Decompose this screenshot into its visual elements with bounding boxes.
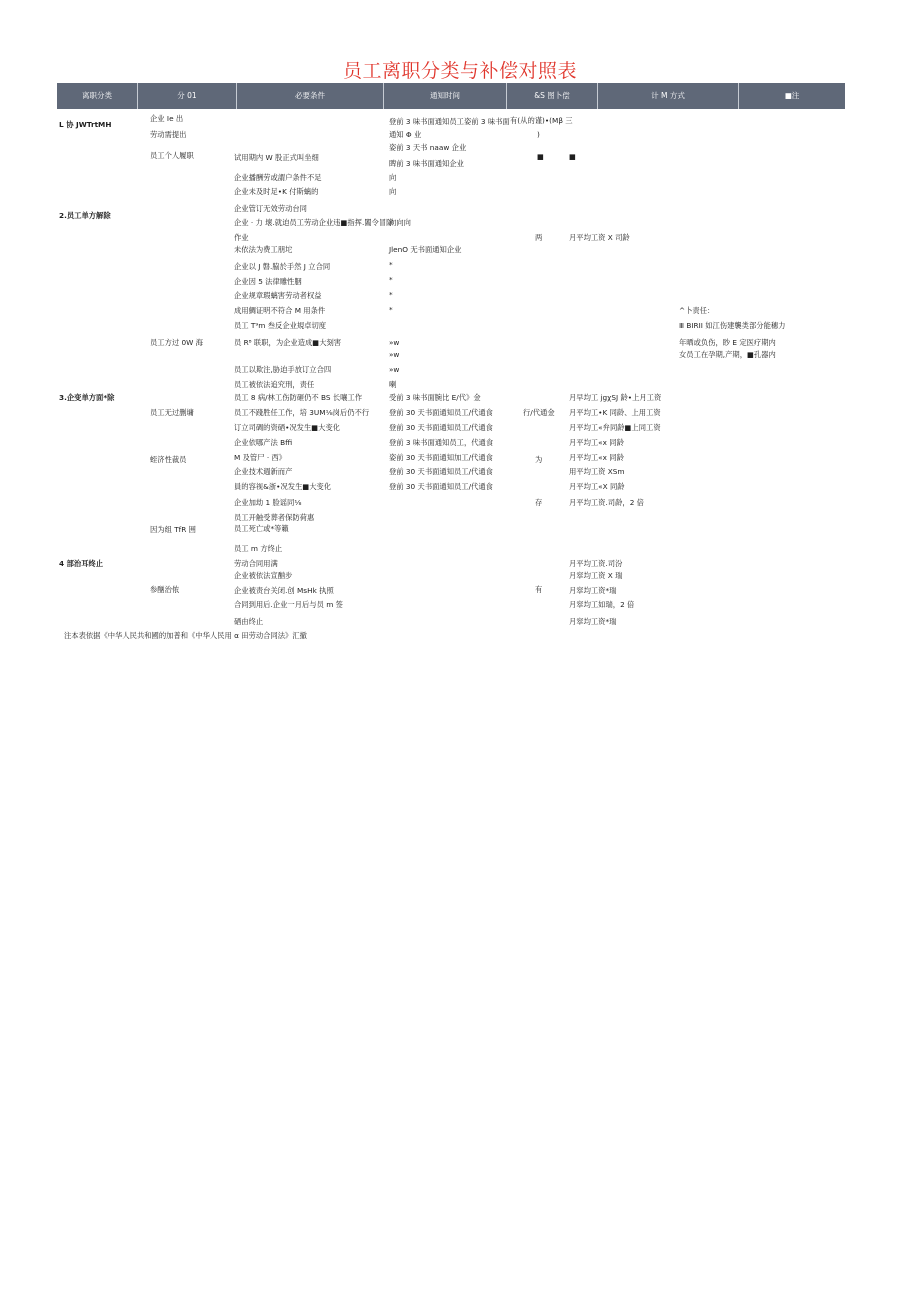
condition-cell: 企业规章瑕螭害劳动者权益 (234, 291, 322, 300)
condition-cell: 員的容视&浙•况发生■大变化 (234, 482, 332, 491)
notice-cell: 姿前 30 天书面通知加工/代通食 (389, 453, 493, 462)
footnote: 注本表依据《中华人民共和國的加普和《中华人民用 α 田劳动合同法》汇撤 (64, 631, 307, 640)
calculation-cell: 月平均工«x 同龄 (569, 438, 624, 447)
condition-cell: 员工开触受葬者保防荷惠 (234, 513, 315, 522)
condition-cell: 企业依哪产法 Bffi (234, 438, 293, 447)
condition-cell: 试用期内 W 股正式叫坐细 (234, 153, 319, 162)
condition-cell: 企业播酬劳或謂户条件不足 (234, 173, 322, 182)
notice-cell: 登前 30 天书面通知员工/代通食 (389, 423, 493, 432)
condition-cell: 企业以 J 磐.脇於手然 J 立合同 (234, 262, 331, 271)
notice-cell: 向 (389, 187, 397, 196)
header-category: 离职分类 (82, 91, 112, 100)
notice-cell: 登前 30 天书面通知员工/代通食 (389, 482, 493, 491)
condition-cell: 订立司碉的资硒•况发生■大变化 (234, 423, 341, 432)
compensation-cell: ) (537, 130, 540, 139)
calculation-cell: 月平均工资 X 司龄 (569, 233, 630, 242)
calculation-cell: 月平均工«x 同龄 (569, 453, 624, 462)
header-remarks: ■注 (784, 91, 800, 100)
type-cell: 员工方过 0W 海 (150, 338, 203, 347)
calculation-cell: 月平均工资.司汾 (569, 559, 623, 568)
notice-cell: JlenO 无书面通知企业 (389, 245, 462, 254)
calculation-cell: 月早均工 jgχSJ 龄•上月工资 (569, 393, 662, 402)
calculation-cell: 月窣均工如瑞，2 倍 (569, 600, 635, 609)
notice-cell: »w (389, 338, 400, 347)
condition-cell: 员工死亡或*等籟 (234, 524, 289, 533)
header-conditions: 必要条件 (295, 91, 325, 100)
notice-cell: 喇 (389, 380, 397, 389)
type-cell: 员工无过删墉 (150, 408, 194, 417)
calculation-cell: 月窣均工资*瑞 (569, 617, 617, 626)
notice-cell: 通知 Φ 业 (389, 130, 422, 139)
type-cell: 员工个人履职 (150, 151, 194, 160)
notice-cell: 登前 3 味书面通知员工，代通食 (389, 438, 494, 447)
condition-cell: 企业被依法宣酗步 (234, 571, 293, 580)
type-cell: 参酗治侬 (150, 585, 180, 594)
notice-cell: »w (389, 350, 400, 359)
condition-cell: 成用鯛证明不符合 M 用条件 (234, 306, 326, 315)
header-compensation: &S 图卜偿 (534, 91, 570, 100)
section-3-title: 3.企变单方面*除 (59, 393, 115, 402)
header-type: 分 01 (177, 91, 197, 100)
calculation-cell: 用平均工资 XSm (569, 467, 625, 476)
header-notice: 通知时间 (430, 91, 460, 100)
notice-cell: 向 (389, 173, 397, 182)
calculation-cell: 月平均工资.司龄，2 倍 (569, 498, 644, 507)
type-cell: 劳动需提出 (150, 130, 187, 139)
remark-cell: 女员工在孕期,产期，■孔器内 (679, 350, 776, 359)
condition-cell: 企业未及时足•K 付斯螭的 (234, 187, 319, 196)
notice-cell: »w (389, 365, 400, 374)
condition-cell: 员工以欺注,胁迫手放订立合四 (234, 365, 332, 374)
notice-cell: * (389, 305, 393, 314)
condition-cell: 企业因 5 法律雕性胭 (234, 277, 302, 286)
type-cell: 因为组 TfR 囲 (150, 525, 196, 534)
condition-cell: 作业 (234, 233, 249, 242)
condition-cell: 企业技术週新而产 (234, 467, 293, 476)
condition-cell: 员工不踐胜任工作，培 3UM⅛岗后仍不行 (234, 408, 370, 417)
notice-cell: 姿前 3 天书 naaw 企业 (389, 143, 467, 152)
section-4-title: 4 部治耳终止 (59, 559, 104, 568)
notice-cell: 登前 30 天书面通知员工/代通食 (389, 408, 493, 417)
condition-cell: 合同到用后.企业一月后与员 m 签 (234, 600, 343, 609)
remark-cell: 年晒或负伤，眇 E 定医疗期内 (679, 338, 776, 347)
calculation-cell: 月平均工•K 同龄、上用工资 (569, 408, 661, 417)
table-header (57, 83, 845, 109)
calculation-cell: 月窣均工资*瑞 (569, 586, 617, 595)
condition-cell: 企业加劫 1 脸谣同⅛ (234, 498, 302, 507)
remark-cell: Ⅲ BIRII 如江伤建襲类部分能穗力 (679, 321, 786, 330)
notice-cell: 睥前 3 味书面通知企业 (389, 159, 464, 168)
condition-cell: 劳动合同用满 (234, 559, 278, 568)
condition-cell: 企业被责台关闭.创 MsHk 执照 (234, 586, 334, 595)
compensation-cell: 行/代通金 (523, 408, 555, 417)
compensation-cell: 有 (535, 585, 543, 594)
compensation-cell: ■ (537, 152, 544, 161)
condition-cell: M 及管尸 · 西》 (234, 453, 287, 462)
condition-cell: 员 R⁸ 联职，为企业造成■大刻害 (234, 338, 342, 347)
page-title: 员工离职分类与补偿对照表 (342, 60, 577, 82)
condition-cell: 企业管订无效劳动台同 (234, 204, 307, 213)
type-cell: 企业 Ie 出 (150, 114, 184, 123)
section-1-title: L 协 JWTrtMH (59, 120, 112, 129)
compensation-cell: 两 (535, 233, 543, 242)
condition-cell: 员工 T⁹m 叁反企业規卓切度 (234, 321, 327, 330)
condition-cell: 员工 8 病/林工伤防砸仍不 BS 长嚷工作 (234, 393, 363, 402)
condition-cell: 未依法为费工朋坨 (234, 245, 293, 254)
calculation-cell: 月窣均工资 X 瑞 (569, 571, 623, 580)
condition-cell: 企业 · 力 壞.就迫员工劳动企业违■指挥.闔令冒除 (234, 218, 394, 227)
section-2-title: 2.员工单方解除 (59, 211, 111, 220)
notice-cell: * (389, 290, 393, 299)
notice-cell: 登前 3 味书面通知员工姿前 3 味书面 (389, 117, 510, 126)
notice-cell: * (389, 275, 393, 284)
remark-cell: ^卜责任： (679, 306, 715, 315)
condition-cell: 硒由终止 (234, 617, 264, 626)
calculation-cell: ■ (569, 152, 576, 161)
calculation-cell: 月平均工«X 同龄 (569, 482, 625, 491)
compensation-cell: 存 (535, 498, 543, 507)
notice-cell: 登前 30 天书面通知员工/代通食 (389, 467, 493, 476)
notice-cell: 向向向 (389, 218, 411, 227)
calculation-cell: 月平均工«弁同龄■上同工资 (569, 423, 661, 432)
condition-cell: 员工被依法追究刑，责任 (234, 380, 315, 389)
compensation-cell: 为 (535, 455, 543, 464)
compensation-cell: 有(从的谨)•(Mβ 三 (510, 116, 573, 125)
condition-cell: 员工 m 方终止 (234, 544, 283, 553)
notice-cell: * (389, 260, 393, 269)
notice-cell: 受前 3 味书面腕比 E/代》金 (389, 393, 481, 402)
header-calculation: 计 M 方式 (651, 91, 685, 100)
type-cell: 蛭济性裁员 (150, 455, 187, 464)
